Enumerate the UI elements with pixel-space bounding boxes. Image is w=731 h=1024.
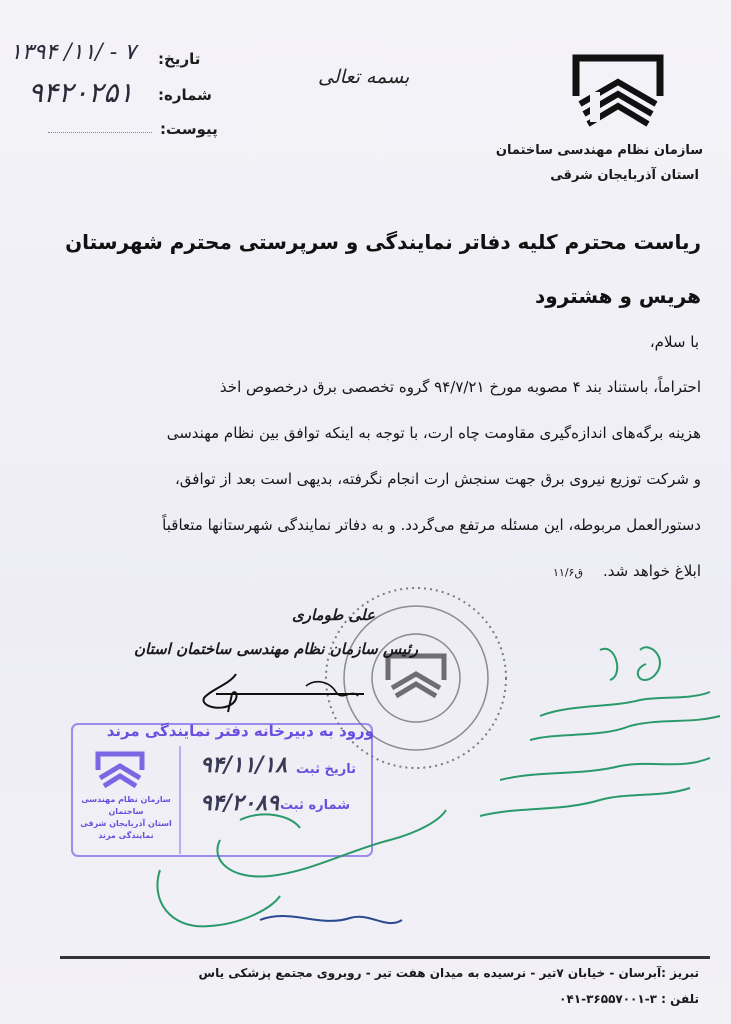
number-value: ۹۴۲۰۲۵۱ xyxy=(28,76,134,109)
signatory-name: علی طوماری xyxy=(292,606,375,624)
stamp-seal-org-2: استان آذربایجان شرقی xyxy=(80,819,172,828)
attachment-label: پیوست: xyxy=(160,120,218,138)
date-label: تاریخ: xyxy=(158,50,201,68)
body-line-2: هزینه برگه‌های اندازه‌گیری مقاومت چاه ارت، با توجه به اینکه توافق بین نظام مهندسی xyxy=(166,424,701,442)
handwritten-signature xyxy=(196,668,366,718)
stamp-date-label: تاریخ ثبت xyxy=(296,762,356,777)
handwritten-annotation xyxy=(440,620,730,870)
addressee-line-1: ریاست محترم کلیه دفاتر نمایندگی و سرپرستی محترم شهرستان xyxy=(65,230,701,254)
greeting: با سلام، xyxy=(649,333,699,351)
stamp-seal-org-3: نمایندگی مرند xyxy=(98,831,154,840)
stamp-header: ورود به دبیرخانه دفتر نمایندگی مرند xyxy=(106,722,374,740)
body-line-1: احتراماً، باستناد بند ۴ مصوبه مورخ ۹۴/۷/۲۱ گروه تخصصی برق درخصوص اخذ xyxy=(219,378,701,396)
stamp-seal-org-1: سازمان نظام مهندسی ساختمان xyxy=(81,795,171,816)
footer-divider xyxy=(60,956,710,959)
number-label: شماره: xyxy=(158,86,212,104)
footer-address: تبریز :آبرسان - خیابان ۷تیر - نرسیده به میدان هفت تیر - روبروی مجتمع پزشکی یاس xyxy=(198,966,699,980)
stamp-number-label: شماره ثبت xyxy=(279,798,350,813)
body-line-4: دستورالعمل مربوطه، این مسئله مرتفع می‌گردد. و به دفاتر نمایندگی شهرستانها متعاقباً xyxy=(162,516,701,534)
stamp-number-value: ۹۴/۲۰۸۹ xyxy=(200,790,279,816)
stamp-date-value: ۹۴/۱۱/۱۸ xyxy=(200,752,287,778)
handwritten-notes-lower xyxy=(150,780,450,950)
organization-province: استان آذربایجان شرقی xyxy=(550,168,699,183)
organization-name: سازمان نظام مهندسی ساختمان xyxy=(495,143,703,158)
attachment-dotted-line xyxy=(48,132,152,133)
bismillah-heading: بسمه تعالی xyxy=(318,66,410,88)
organization-logo xyxy=(570,52,666,132)
body-line-5: ابلاغ خواهد شد. xyxy=(603,562,701,580)
body-line-3: و شرکت توزیع نیروی برق جهت سنجش ارت انجام نگرفته، بدیهی است بعد از توافق، xyxy=(174,470,701,488)
footer-phone: تلفن : ۳-۳۶۵۵۷۰۰۱-۰۴۱ xyxy=(559,992,699,1006)
reference-note: ق۱۱/۶ xyxy=(553,566,583,579)
signatory-title: رئیس سازمان نظام مهندسی ساختمان استان xyxy=(134,640,418,658)
date-value: ۱۳۹۴ /۱۱/ - ۷ xyxy=(10,40,136,65)
addressee-line-2: هریس و هشترود xyxy=(535,284,701,308)
